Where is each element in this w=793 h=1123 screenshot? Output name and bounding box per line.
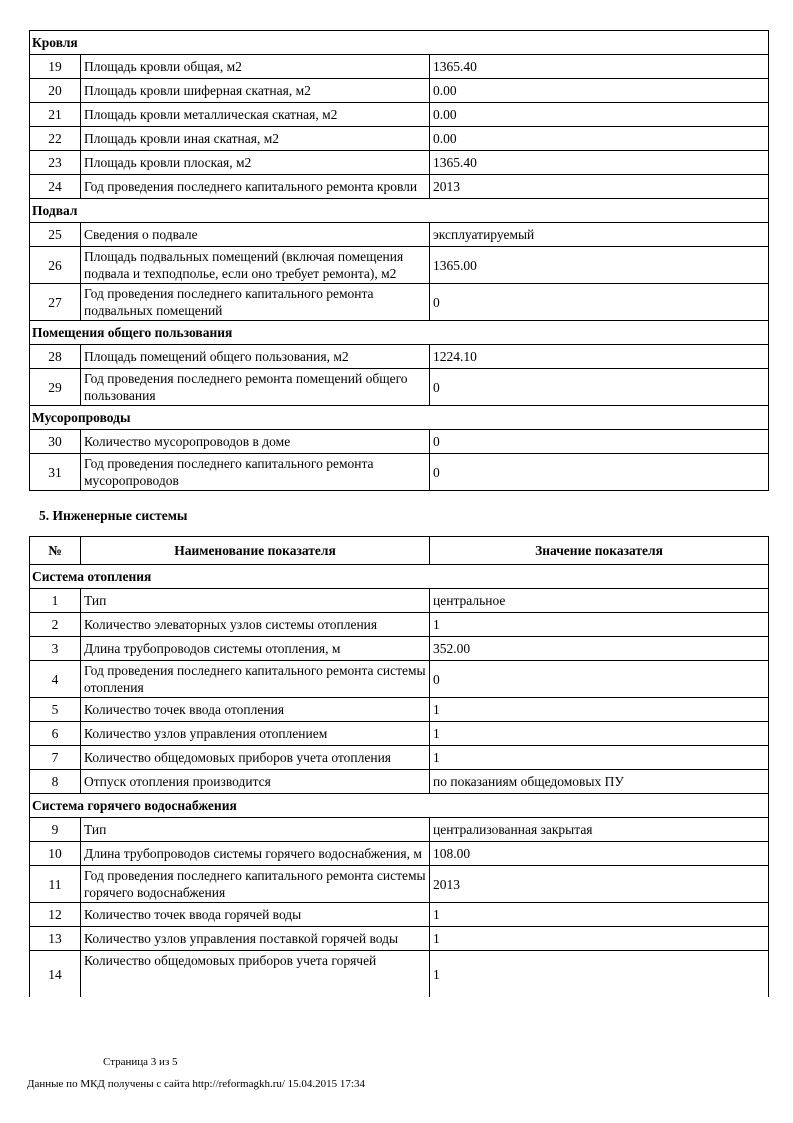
- row-indicator-name: Площадь кровли плоская, м2: [81, 151, 430, 175]
- section-band-row: [30, 794, 769, 818]
- table-row: [30, 284, 769, 321]
- table-row: [30, 951, 769, 998]
- row-number: 5: [30, 698, 81, 722]
- engineering-systems-table: [29, 536, 769, 997]
- table-row: [30, 818, 769, 842]
- row-indicator-value: 0.00: [430, 127, 769, 151]
- table-row: [30, 613, 769, 637]
- row-indicator-value: 0: [430, 661, 769, 698]
- row-indicator-name: Количество точек ввода горячей воды: [81, 903, 430, 927]
- table-row: [30, 698, 769, 722]
- table-row: [30, 661, 769, 698]
- row-number: 4: [30, 661, 81, 698]
- row-number: 2: [30, 613, 81, 637]
- row-indicator-value: 1365.00: [430, 247, 769, 284]
- row-indicator-value: 108.00: [430, 842, 769, 866]
- row-number: 6: [30, 722, 81, 746]
- row-indicator-name: Количество узлов управления отоплением: [81, 722, 430, 746]
- row-indicator-name: Тип: [81, 818, 430, 842]
- row-indicator-value: 0: [430, 454, 769, 491]
- row-indicator-value: 1: [430, 927, 769, 951]
- row-indicator-value: 0.00: [430, 103, 769, 127]
- row-indicator-value: по показаниям общедомовых ПУ: [430, 770, 769, 794]
- row-indicator-name: Площадь помещений общего пользования, м2: [81, 345, 430, 369]
- section-heading-engineering-systems: 5. Инженерные системы: [39, 508, 188, 523]
- row-indicator-name: Площадь кровли общая, м2: [81, 55, 430, 79]
- table-row: [30, 430, 769, 454]
- row-indicator-name: Количество точек ввода отопления: [81, 698, 430, 722]
- section-band-title: Подвал: [30, 199, 769, 223]
- section-band-title: Система отопления: [30, 565, 769, 589]
- table-row: [30, 927, 769, 951]
- row-indicator-name: Площадь кровли иная скатная, м2: [81, 127, 430, 151]
- row-number: 19: [30, 55, 81, 79]
- row-indicator-name: Площадь кровли металлическая скатная, м2: [81, 103, 430, 127]
- table-row: [30, 903, 769, 927]
- row-number: 31: [30, 454, 81, 491]
- section-band-row: [30, 199, 769, 223]
- row-indicator-name: Количество общедомовых приборов учета отопления: [81, 746, 430, 770]
- row-number: 28: [30, 345, 81, 369]
- row-number: 24: [30, 175, 81, 199]
- section-band-row: [30, 565, 769, 589]
- row-indicator-name: Длина трубопроводов системы горячего водоснабжения, м: [81, 842, 430, 866]
- row-number: 12: [30, 903, 81, 927]
- row-indicator-name: Сведения о подвале: [81, 223, 430, 247]
- table-row: [30, 247, 769, 284]
- row-number: 7: [30, 746, 81, 770]
- table-row: [30, 589, 769, 613]
- row-indicator-value: 1: [430, 722, 769, 746]
- row-indicator-value: 1: [430, 698, 769, 722]
- row-number: 9: [30, 818, 81, 842]
- row-indicator-name: Год проведения последнего ремонта помещений общего пользования: [81, 369, 430, 406]
- row-indicator-name: Площадь подвальных помещений (включая помещения подвала и техподполье, если оно требует ремонта), м2: [81, 247, 430, 284]
- row-number: 30: [30, 430, 81, 454]
- row-indicator-value: 0: [430, 369, 769, 406]
- row-number: 27: [30, 284, 81, 321]
- row-number: 1: [30, 589, 81, 613]
- row-indicator-name: Год проведения последнего капитального ремонта мусоропроводов: [81, 454, 430, 491]
- row-indicator-name: Год проведения последнего капитального ремонта системы горячего водоснабжения: [81, 866, 430, 903]
- section-band-title: Кровля: [30, 31, 769, 55]
- row-indicator-value: централизованная закрытая: [430, 818, 769, 842]
- row-indicator-value: 2013: [430, 175, 769, 199]
- row-number: 3: [30, 637, 81, 661]
- row-number: 21: [30, 103, 81, 127]
- table-row: [30, 127, 769, 151]
- column-header-number: №: [30, 537, 81, 565]
- row-indicator-value: 1365.40: [430, 151, 769, 175]
- table-row: [30, 175, 769, 199]
- column-header-indicator-value: Значение показателя: [430, 537, 769, 565]
- table-row: [30, 842, 769, 866]
- page-number-label: Страница 3 из 5: [103, 1056, 178, 1068]
- row-number: 22: [30, 127, 81, 151]
- row-number: 25: [30, 223, 81, 247]
- row-number: 11: [30, 866, 81, 903]
- row-indicator-value: 352.00: [430, 637, 769, 661]
- table-row: [30, 223, 769, 247]
- row-indicator-value: 1224.10: [430, 345, 769, 369]
- table-row: [30, 454, 769, 491]
- row-number: 29: [30, 369, 81, 406]
- section-band-title: Система горячего водоснабжения: [30, 794, 769, 818]
- section-band-row: [30, 31, 769, 55]
- page-content: [29, 30, 768, 997]
- table-header-row: [30, 537, 769, 565]
- row-indicator-name: Количество узлов управления поставкой горячей воды: [81, 927, 430, 951]
- building-indicators-table: [29, 30, 769, 491]
- table-row: [30, 369, 769, 406]
- row-indicator-name: Количество элеваторных узлов системы отопления: [81, 613, 430, 637]
- table-row: [30, 637, 769, 661]
- section-band-title: Мусоропроводы: [30, 406, 769, 430]
- row-indicator-name: Количество мусоропроводов в доме: [81, 430, 430, 454]
- table-row: [30, 722, 769, 746]
- table-row: [30, 103, 769, 127]
- row-number: 8: [30, 770, 81, 794]
- row-number: 23: [30, 151, 81, 175]
- section-band-row: [30, 321, 769, 345]
- row-number: 14: [30, 951, 81, 998]
- row-indicator-value: 0: [430, 430, 769, 454]
- data-source-label: Данные по МКД получены с сайта http://reformagkh.ru/ 15.04.2015 17:34: [27, 1078, 365, 1090]
- row-indicator-value: 0.00: [430, 79, 769, 103]
- column-header-indicator-name: Наименование показателя: [81, 537, 430, 565]
- row-indicator-value: 2013: [430, 866, 769, 903]
- row-indicator-name: Количество общедомовых приборов учета горячей: [81, 951, 430, 998]
- row-indicator-name: Площадь кровли шиферная скатная, м2: [81, 79, 430, 103]
- row-indicator-name: Тип: [81, 589, 430, 613]
- row-number: 26: [30, 247, 81, 284]
- row-indicator-value: 0: [430, 284, 769, 321]
- table-row: [30, 866, 769, 903]
- table-row: [30, 770, 769, 794]
- row-indicator-value: 1365.40: [430, 55, 769, 79]
- table-row: [30, 345, 769, 369]
- row-number: 10: [30, 842, 81, 866]
- row-indicator-value: 1: [430, 951, 769, 998]
- row-indicator-value: эксплуатируемый: [430, 223, 769, 247]
- table-row: [30, 79, 769, 103]
- row-indicator-value: 1: [430, 613, 769, 637]
- table-row: [30, 55, 769, 79]
- section-band-title: Помещения общего пользования: [30, 321, 769, 345]
- section-band-row: [30, 406, 769, 430]
- row-indicator-name: Год проведения последнего капитального ремонта подвальных помещений: [81, 284, 430, 321]
- table-row: [30, 151, 769, 175]
- row-indicator-value: 1: [430, 746, 769, 770]
- row-number: 20: [30, 79, 81, 103]
- row-indicator-name: Отпуск отопления производится: [81, 770, 430, 794]
- row-indicator-value: центральное: [430, 589, 769, 613]
- row-indicator-value: 1: [430, 903, 769, 927]
- row-indicator-name: Год проведения последнего капитального ремонта кровли: [81, 175, 430, 199]
- row-number: 13: [30, 927, 81, 951]
- row-indicator-name: Год проведения последнего капитального ремонта системы отопления: [81, 661, 430, 698]
- table-row: [30, 746, 769, 770]
- row-indicator-name: Длина трубопроводов системы отопления, м: [81, 637, 430, 661]
